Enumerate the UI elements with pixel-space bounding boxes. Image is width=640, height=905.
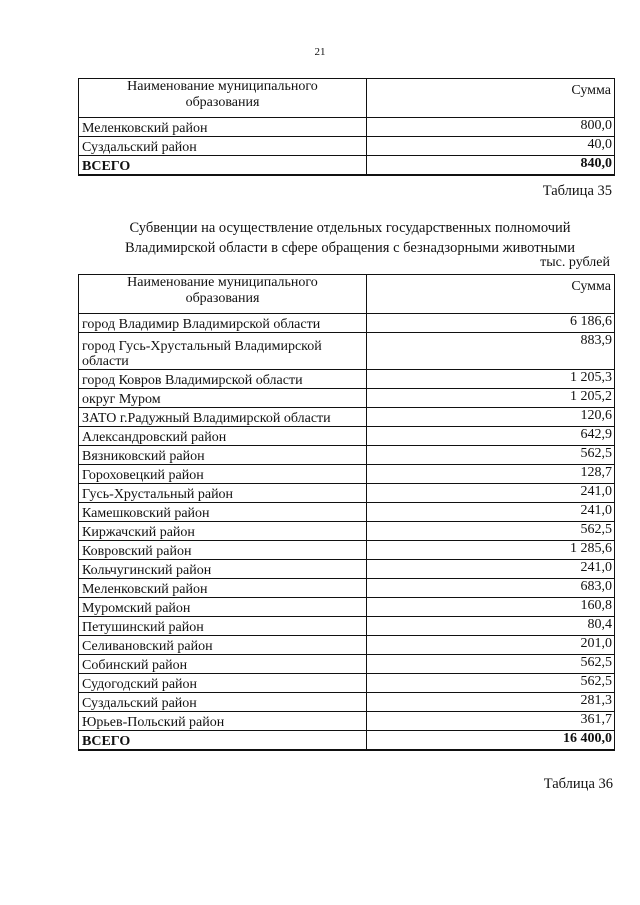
table-35 (78, 274, 615, 751)
table-row (79, 560, 615, 579)
row-name: Киржачский район (79, 522, 367, 541)
row-name: Вязниковский район (79, 446, 367, 465)
total-label: ВСЕГО (79, 731, 367, 751)
row-sum: 120,6 (367, 408, 615, 427)
table-row (79, 465, 615, 484)
table-row (79, 427, 615, 446)
row-name: округ Муром (79, 389, 367, 408)
table-header-row (79, 79, 615, 118)
table-row (79, 370, 615, 389)
column-header-sum: Сумма (367, 275, 615, 314)
row-name: Меленковский район (79, 579, 367, 598)
table-row (79, 314, 615, 333)
row-sum: 241,0 (367, 484, 615, 503)
row-name: Юрьев-Польский район (79, 712, 367, 731)
row-sum: 562,5 (367, 522, 615, 541)
total-row (79, 156, 615, 176)
table-row (79, 333, 615, 370)
row-sum: 6 186,6 (367, 314, 615, 333)
table-row (79, 655, 615, 674)
row-sum: 241,0 (367, 503, 615, 522)
row-sum: 562,5 (367, 674, 615, 693)
table-row (79, 389, 615, 408)
row-name: ЗАТО г.Радужный Владимирской области (79, 408, 367, 427)
row-sum: 562,5 (367, 655, 615, 674)
row-sum: 281,3 (367, 693, 615, 712)
row-name: Суздальский район (79, 137, 367, 156)
table-header-row (79, 275, 615, 314)
row-sum: 1 205,3 (367, 370, 615, 389)
row-name: Суздальский район (79, 693, 367, 712)
row-name: Селивановский район (79, 636, 367, 655)
total-sum: 16 400,0 (367, 731, 615, 751)
row-sum: 128,7 (367, 465, 615, 484)
table-continuation (78, 78, 615, 176)
row-sum: 642,9 (367, 427, 615, 446)
column-header-sum: Сумма (367, 79, 615, 118)
row-sum: 1 285,6 (367, 541, 615, 560)
table-36-label: Таблица 36 (543, 776, 613, 792)
page-number: 21 (314, 46, 326, 58)
row-sum: 241,0 (367, 560, 615, 579)
row-name: город Ковров Владимирской области (79, 370, 367, 389)
table-row (79, 503, 615, 522)
table-row (79, 118, 615, 137)
row-name: город Владимир Владимирской области (79, 314, 367, 333)
column-header-name: Наименование муниципального образования (79, 275, 367, 314)
row-name: Собинский район (79, 655, 367, 674)
row-name: Александровский район (79, 427, 367, 446)
table-row (79, 541, 615, 560)
table-row (79, 579, 615, 598)
table-row (79, 674, 615, 693)
table-row (79, 693, 615, 712)
row-sum: 1 205,2 (367, 389, 615, 408)
table-35-title: Субвенции на осуществление отдельных государственных полномочий Владимирской области в сфере обращения с безнадзорными животными (125, 220, 575, 256)
table-35-label: Таблица 35 (542, 183, 612, 199)
total-row (79, 731, 615, 751)
total-sum: 840,0 (367, 156, 615, 176)
row-sum: 800,0 (367, 118, 615, 137)
row-sum: 562,5 (367, 446, 615, 465)
table-row (79, 598, 615, 617)
units-label: тыс. рублей (540, 255, 610, 270)
row-sum: 683,0 (367, 579, 615, 598)
row-name: Гороховецкий район (79, 465, 367, 484)
row-sum: 40,0 (367, 137, 615, 156)
row-name: Судогодский район (79, 674, 367, 693)
table-row (79, 636, 615, 655)
row-name: Гусь-Хрустальный район (79, 484, 367, 503)
row-sum: 80,4 (367, 617, 615, 636)
table-row (79, 712, 615, 731)
row-sum: 361,7 (367, 712, 615, 731)
row-name: Меленковский район (79, 118, 367, 137)
row-name: Петушинский район (79, 617, 367, 636)
column-header-name: Наименование муниципального образования (79, 79, 367, 118)
table-row (79, 617, 615, 636)
row-sum: 201,0 (367, 636, 615, 655)
row-sum: 883,9 (367, 333, 615, 370)
table-row (79, 446, 615, 465)
table-row (79, 484, 615, 503)
table-row (79, 522, 615, 541)
row-name: Муромский район (79, 598, 367, 617)
row-sum: 160,8 (367, 598, 615, 617)
row-name: Кольчугинский район (79, 560, 367, 579)
row-name: город Гусь-Хрустальный Владимирской области (79, 333, 367, 370)
row-name: Камешковский район (79, 503, 367, 522)
total-label: ВСЕГО (79, 156, 367, 176)
row-name: Ковровский район (79, 541, 367, 560)
table-row (79, 408, 615, 427)
table-row (79, 137, 615, 156)
